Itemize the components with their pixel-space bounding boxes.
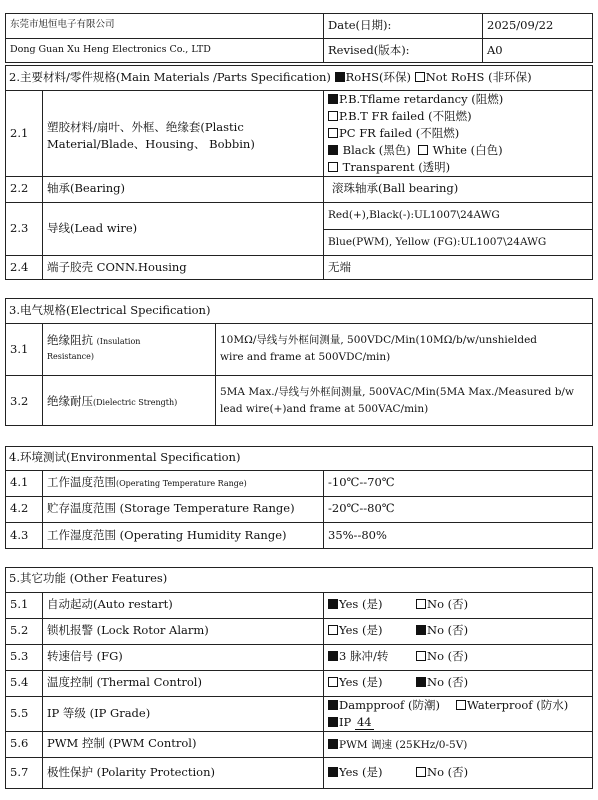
pwm-control-label: PWM 控制 (PWM Control) [47, 736, 197, 750]
insulation-label: 绝缘阻抗 (Insulation [47, 333, 141, 347]
section-title-environmental: 4.环境测试(Environmental Specification) [9, 450, 241, 464]
dielectric-spec-line-1: 5MA Max./导线与外框间测量, 500VAC/Min(5MA Max./Measured b/w [220, 386, 574, 398]
fg-signal-yes: 3 脉冲/转 [328, 651, 388, 663]
company-name-en: Dong Guan Xu Heng Electronics Co., LTD [10, 44, 211, 55]
section-title-electrical: 3.电气规格(Electrical Specification) [9, 303, 211, 317]
thermal-control-yes-checkbox[interactable] [328, 677, 338, 687]
humidity-value: 35%--80% [328, 528, 387, 542]
waterproof-option: Waterproof (防水) [456, 700, 568, 712]
dampproof-checkbox[interactable] [328, 700, 338, 710]
row-number: 5.5 [10, 706, 29, 720]
row-number: 4.3 [10, 528, 29, 542]
section-title-materials: 2.主要材料/零件规格(Main Materials /Parts Specification) RoHS(环保) Not RoHS (非环保) [9, 70, 532, 84]
auto-restart-yes-checkbox[interactable] [328, 599, 338, 609]
revised-value: A0 [487, 43, 503, 57]
fg-signal-yes-checkbox[interactable] [328, 651, 338, 661]
polarity-no: No (否) [416, 767, 468, 779]
fg-signal-no: No (否) [416, 651, 468, 663]
date-label: Date(日期): [328, 18, 392, 32]
lead-wire-value-2: Blue(PWM), Yellow (FG):UL1007\24AWG [328, 236, 547, 248]
black-checkbox[interactable] [328, 145, 338, 155]
polarity-no-checkbox[interactable] [416, 767, 426, 777]
row-number: 5.6 [10, 736, 29, 750]
lock-rotor-yes-checkbox[interactable] [328, 625, 338, 635]
date-value: 2025/09/22 [487, 18, 554, 32]
thermal-control-no: No (否) [416, 677, 468, 689]
row-number: 2.2 [10, 181, 29, 195]
rohs-label: RoHS(环保) [345, 70, 412, 84]
not-rohs-label: Not RoHS (非环保) [425, 70, 532, 84]
plastic-material-label: 塑胶材料/扇叶、外框、绝缘套(Plastic Material/Blade、Housing、 Bobbin) [47, 120, 255, 151]
row-number: 5.4 [10, 675, 29, 689]
ip-rating: IP 44 [328, 717, 374, 729]
auto-restart-no-checkbox[interactable] [416, 599, 426, 609]
operating-temp-label: 工作温度范围(Operating Temperature Range) [47, 475, 247, 489]
polarity-protection-label: 极性保护 (Polarity Protection) [47, 765, 215, 779]
storage-temp-value: -20℃--80℃ [328, 501, 395, 515]
ip-grade-label: IP 等级 (IP Grade) [47, 706, 151, 720]
bearing-label: 轴承(Bearing) [47, 181, 126, 195]
color-option-transparent: Transparent (透明) [328, 162, 450, 174]
ip-checkbox[interactable] [328, 717, 338, 727]
insulation-spec-line-1: 10MΩ/导线与外框间测量, 500VDC/Min(10MΩ/b/w/unshielded [220, 334, 538, 346]
insulation-label-en: Resistance) [47, 352, 94, 361]
section-title-features: 5.其它功能 (Other Features) [9, 571, 168, 585]
pbt-fr-checkbox[interactable] [328, 94, 338, 104]
connector-housing-value: 无端 [328, 260, 351, 274]
auto-restart-yes: Yes (是) [328, 599, 382, 611]
pwm-control-value: PWM 调速 (25KHz/0-5V) [328, 739, 467, 751]
ip-rating-value: 44 [356, 715, 372, 729]
lock-rotor-no-checkbox[interactable] [416, 625, 426, 635]
bearing-value: 滚珠轴承(Ball bearing) [332, 181, 459, 195]
row-number: 5.7 [10, 765, 29, 779]
company-name-cn: 东莞市旭恒电子有限公司 [10, 19, 115, 30]
lead-wire-value-1: Red(+),Black(-):UL1007\24AWG [328, 209, 500, 221]
auto-restart-no: No (否) [416, 599, 468, 611]
thermal-control-no-checkbox[interactable] [416, 677, 426, 687]
connector-housing-label: 端子胶壳 CONN.Housing [47, 260, 187, 274]
thermal-control-label: 温度控制 (Thermal Control) [47, 675, 202, 689]
storage-temp-label: 贮存温度范围 (Storage Temperature Range) [47, 501, 295, 515]
row-number: 3.2 [10, 394, 29, 408]
lead-wire-label: 导线(Lead wire) [47, 221, 138, 235]
fg-signal-no-checkbox[interactable] [416, 651, 426, 661]
material-option-3: PC FR failed (不阻燃) [328, 128, 459, 140]
operating-temp-value: -10℃--70℃ [328, 475, 395, 489]
row-number: 2.4 [10, 260, 29, 274]
transparent-checkbox[interactable] [328, 162, 338, 172]
row-number: 4.2 [10, 501, 29, 515]
white-checkbox[interactable] [418, 145, 428, 155]
revised-label: Revised(版本): [328, 43, 410, 57]
dampproof-option: Dampproof (防潮) [328, 700, 440, 712]
lock-rotor-no: No (否) [416, 625, 468, 637]
material-option-1: P.B.Tflame retardancy (阻燃) [328, 94, 503, 106]
row-number: 5.2 [10, 623, 29, 637]
pwm-checkbox[interactable] [328, 739, 338, 749]
rohs-checkbox[interactable] [335, 72, 345, 82]
row-number: 3.1 [10, 342, 29, 356]
fg-signal-label: 转速信号 (FG) [47, 649, 123, 663]
row-number: 5.3 [10, 649, 29, 663]
row-number: 2.1 [10, 126, 29, 140]
color-options: Black (黑色) White (白色) [328, 145, 503, 157]
thermal-control-yes: Yes (是) [328, 677, 382, 689]
waterproof-checkbox[interactable] [456, 700, 466, 710]
lock-rotor-label: 锁机报警 (Lock Rotor Alarm) [47, 623, 209, 637]
lock-rotor-yes: Yes (是) [328, 625, 382, 637]
not-rohs-checkbox[interactable] [415, 72, 425, 82]
pc-nonfr-checkbox[interactable] [328, 128, 338, 138]
auto-restart-label: 自动起动(Auto restart) [47, 597, 173, 611]
row-number: 4.1 [10, 475, 29, 489]
humidity-label: 工作湿度范围 (Operating Humidity Range) [47, 528, 287, 542]
material-option-2: P.B.T FR failed (不阻燃) [328, 111, 472, 123]
row-number: 2.3 [10, 221, 29, 235]
polarity-yes: Yes (是) [328, 767, 382, 779]
polarity-yes-checkbox[interactable] [328, 767, 338, 777]
insulation-spec-line-2: wire and frame at 500VDC/min) [220, 351, 391, 363]
dielectric-spec-line-2: lead wire(+)and frame at 500VAC/min) [220, 403, 429, 415]
dielectric-label: 绝缘耐压(Dielectric Strength) [47, 394, 178, 408]
pbt-nonfr-checkbox[interactable] [328, 111, 338, 121]
row-number: 5.1 [10, 597, 29, 611]
